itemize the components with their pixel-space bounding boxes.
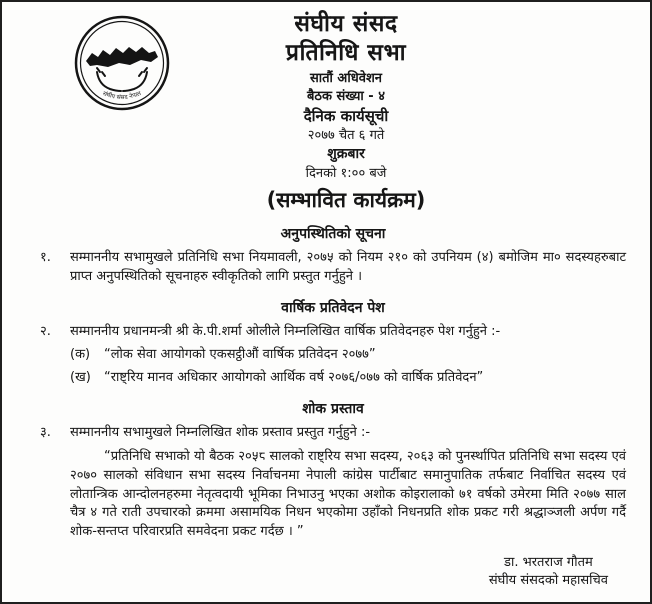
emblem-caption: संघीय संसद नेपाल — [101, 90, 143, 102]
doc-weekday: शुक्रबार — [327, 146, 365, 162]
section-heading-absence: अनुपस्थितिको सूचना — [280, 226, 386, 242]
doc-date: २०७७ चैत ६ गते — [307, 127, 385, 143]
document-body — [2, 224, 650, 589]
program-title: (सम्भावित कार्यक्रम) — [266, 187, 426, 212]
session-label: सातौं अधिवेशन — [309, 70, 383, 86]
doc-title-line1: संघीय संसद — [294, 11, 398, 37]
subitem-text: “राष्ट्रिय मानव अधिकार आयोगको आर्थिक वर्ष २०७६/०७७ को वार्षिक प्रतिवेदन” — [104, 369, 484, 385]
item-number: ३. — [40, 425, 51, 441]
item-number: २. — [40, 324, 51, 340]
agenda-subitem-ka — [70, 346, 626, 365]
signatory-name: डा. भरतराज गौतम — [504, 555, 593, 571]
agenda-subitem-kha — [70, 369, 626, 388]
item-text: सम्माननीय प्रधानमन्त्री श्री के.पी.शर्मा ओलीले निम्नलिखित वार्षिक प्रतिवेदनहरु पेश गर्नुहुने :- — [70, 324, 501, 340]
signature-block — [489, 554, 608, 590]
item-text: सम्माननीय सभामुखले प्रतिनिधि सभा नियमावली, २०७५ को नियम २१० को उपनियम (४) बमोजिम मा० सदस्यहरुबाट प्राप्त अनुपस्थितिको सूचनाहरु स्वीकृतिको लागि प्रस्तुत गर्नुहुने । — [70, 250, 626, 285]
item-number: १. — [40, 250, 51, 266]
agenda-title: दैनिक कार्यसूची — [303, 107, 389, 125]
subitem-text: “लोक सेवा आयोगको एकसट्ठीऔं वार्षिक प्रतिवेदन २०७७” — [104, 347, 376, 363]
subitem-label: (क) — [70, 347, 91, 363]
signatory-title: संघीय संसदको महासचिव — [488, 573, 608, 589]
section-heading-annual-report: वार्षिक प्रतिवेदन पेश — [281, 299, 385, 316]
item-text: सम्माननीय सभामुखले निम्नलिखित शोक प्रस्ताव प्रस्तुत गर्नुहुने :- — [70, 425, 371, 441]
section-heading-condolence: शोक प्रस्ताव — [302, 400, 364, 417]
agenda-item-3 — [40, 424, 626, 443]
doc-title-line2: प्रतिनिधि सभा — [285, 39, 407, 66]
agenda-item-2 — [40, 323, 626, 342]
condolence-paragraph: “प्रतिनिधि सभाको यो बैठक २०५८ सालको राष्ट्रिय सभा सदस्य, २०६३ को पुनर्स्थापित प्रतिनिधि सभा सदस्य एवं २०७० सालको संविधान सभा सदस्य निर्वाचनमा नेपाली कांग्रेस पार्टीबाट समानुपातिक तर्फबाट निर्वाचित सदस्य एवं लोतान्त्रिक आन्दोलनहरुमा नेतृत्वदायी भूमिका निभाउनु भएका अशोक कोइरालाको ७१ वर्षको उमेरमा मिति २०७७ साल चैत्र ४ गते राती उपचारको क्रममा असामयिक निधन भएकोमा उहाँको निधनप्रति शोक प्रकट गरी श्रद्धाञ्जली अर्पण गर्दै शोक-सन्तप्त परिवारप्रति समवेदना प्रकट गर्दछ । ” — [70, 448, 626, 540]
parliament-emblem-icon — [72, 14, 172, 114]
subitem-label: (ख) — [70, 369, 91, 385]
meeting-number: बैठक संख्या - ४ — [307, 88, 385, 104]
agenda-item-1 — [40, 249, 626, 287]
doc-time: दिनको १:०० बजे — [305, 165, 387, 181]
